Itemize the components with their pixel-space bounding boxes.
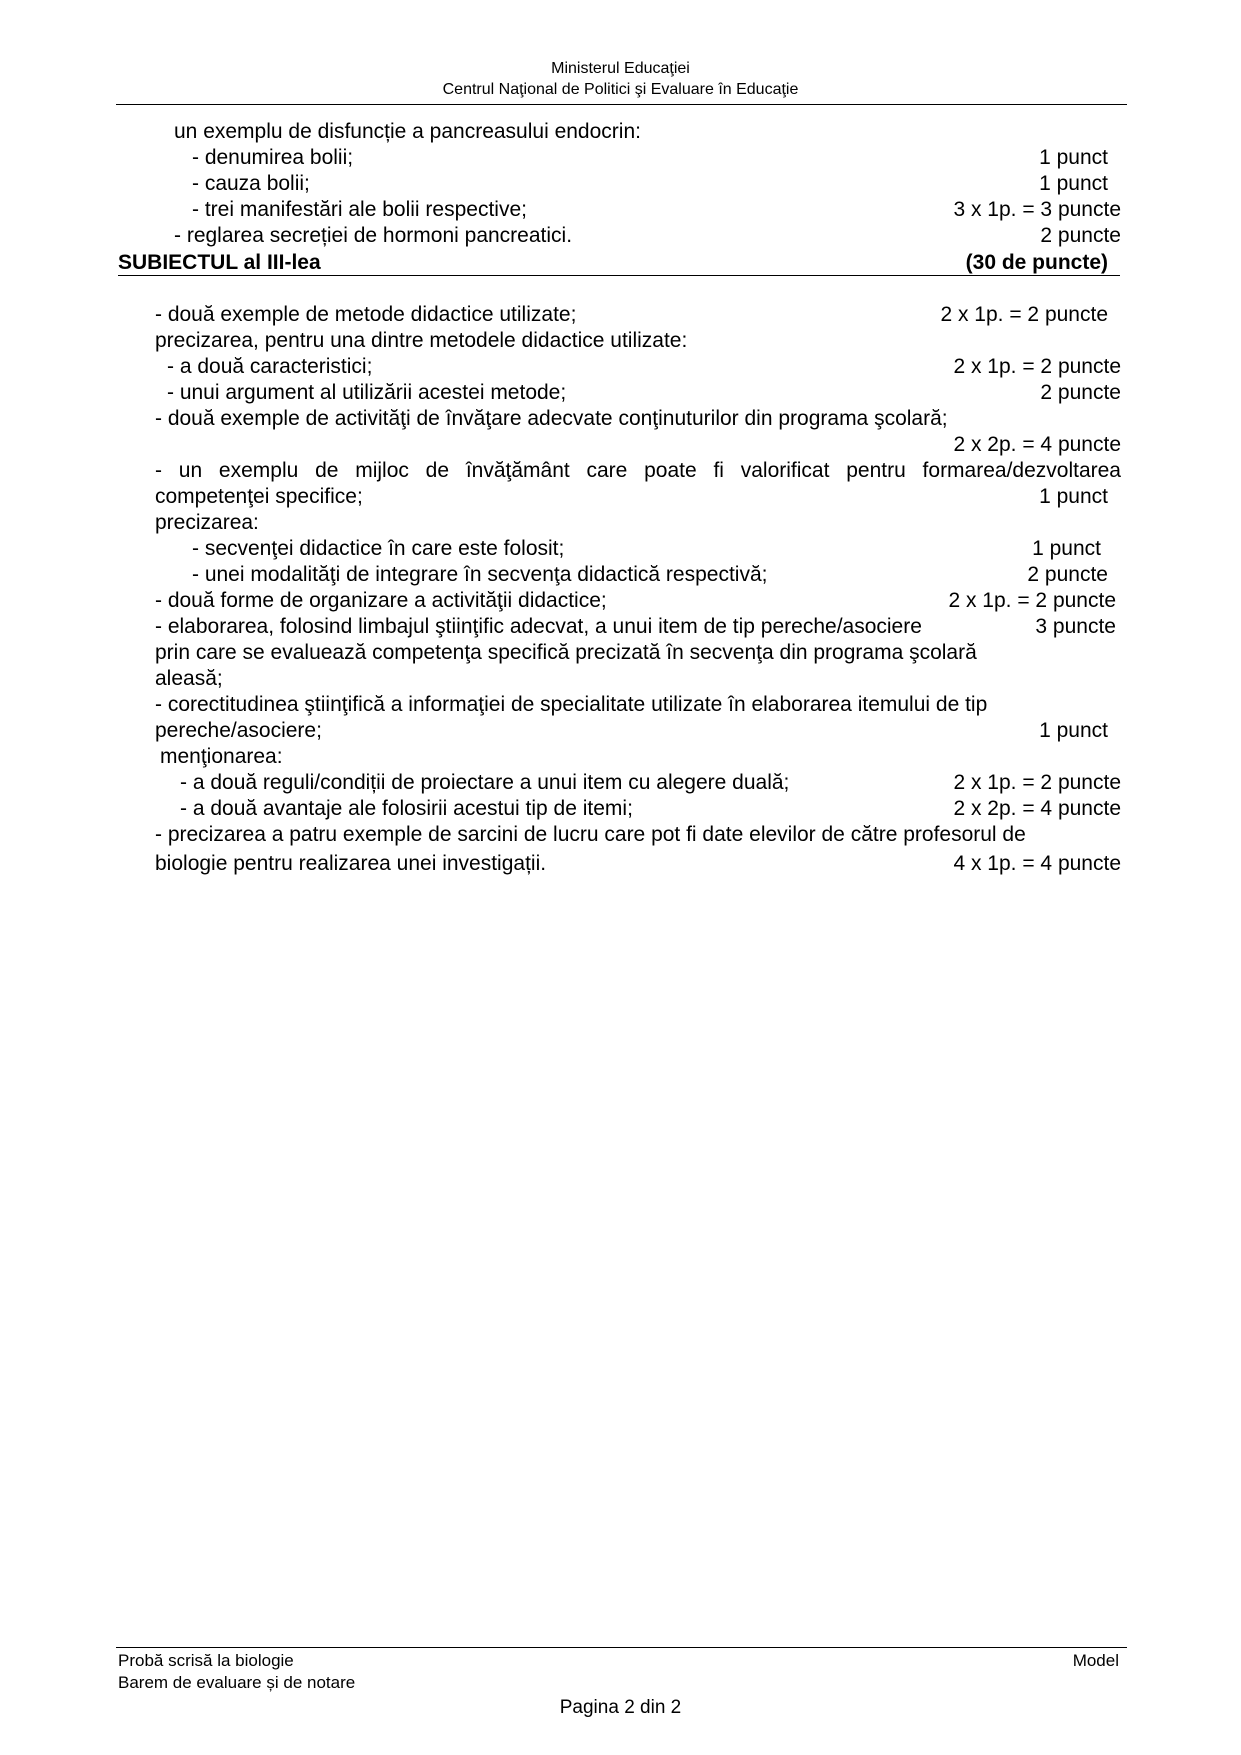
- item-corectitudinea: - corectitudinea ştiinţifică a informaţiei de specialitate utilizate în elaborarea itemului de tip: [155, 693, 988, 716]
- points-secventa: 1 punct: [1032, 537, 1101, 560]
- line-denumire: - denumirea bolii;: [192, 146, 354, 169]
- item-mijloc: - un exemplu de mijloc de învăţământ care poate fi valorificat pentru formarea/dezvoltarea: [155, 459, 1121, 482]
- subject-points: (30 de puncte): [965, 251, 1108, 274]
- item-mentionarea: menţionarea:: [160, 745, 283, 768]
- points-forme: 2 x 1p. = 2 puncte: [948, 589, 1116, 612]
- line-manifestari: - trei manifestări ale bolii respective;: [192, 198, 527, 221]
- points-caracteristici: 2 x 1p. = 2 puncte: [953, 355, 1121, 378]
- item-pereche: pereche/asociere;: [155, 719, 322, 742]
- item-sarcini: - precizarea a patru exemple de sarcini de lucru care pot fi date elevilor de către profesorul de: [155, 823, 1026, 846]
- points-elaborarea: 3 puncte: [1035, 615, 1116, 638]
- points-activitati: 2 x 2p. = 4 puncte: [953, 433, 1121, 456]
- points-competenta: 1 punct: [1039, 485, 1108, 508]
- item-activitati: - două exemple de activităţi de învăţare adecvate conţinuturilor din programa şcolară;: [155, 407, 948, 430]
- item-argument: - unui argument al utilizării acestei metode;: [167, 381, 567, 404]
- header-rule: [116, 104, 1127, 105]
- ministry-name: Ministerul Educaţiei: [551, 60, 690, 77]
- footer-rule: [116, 1647, 1127, 1648]
- points-pereche: 1 punct: [1039, 719, 1108, 742]
- points-cauza: 1 punct: [1039, 172, 1108, 195]
- item-caracteristici: - a două caracteristici;: [167, 355, 373, 378]
- points-modalitate: 2 puncte: [1027, 563, 1108, 586]
- item-aleasa: aleasă;: [155, 667, 223, 690]
- footer-barem: Barem de evaluare și de notare: [118, 1673, 356, 1692]
- footer-exam: Probă scrisă la biologie: [118, 1651, 294, 1670]
- line-reglarea: - reglarea secreției de hormoni pancreatici.: [174, 224, 573, 247]
- points-investigatii: 4 x 1p. = 4 puncte: [953, 852, 1121, 875]
- footer-model: Model: [1072, 1651, 1119, 1670]
- points-manifestari: 3 x 1p. = 3 puncte: [953, 198, 1121, 221]
- item-reguli: - a două reguli/condiții de proiectare a unui item cu alegere duală;: [180, 771, 790, 794]
- subject-underline: [118, 275, 1120, 276]
- points-argument: 2 puncte: [1040, 381, 1121, 404]
- subject-title: SUBIECTUL al III-lea: [118, 251, 321, 274]
- item-metode: - două exemple de metode didactice utilizate;: [155, 303, 577, 326]
- line-disfunctie: un exemplu de disfuncție a pancreasului endocrin:: [174, 120, 641, 143]
- item-competenta: competenţei specifice;: [155, 485, 363, 508]
- item-precizarea: precizarea:: [155, 511, 259, 534]
- item-precizarea-metoda: precizarea, pentru una dintre metodele didactice utilizate:: [155, 329, 688, 352]
- points-avantaje: 2 x 2p. = 4 puncte: [953, 797, 1121, 820]
- item-avantaje: - a două avantaje ale folosirii acestui tip de itemi;: [180, 797, 633, 820]
- item-elaborarea: - elaborarea, folosind limbajul ştiinţific adecvat, a unui item de tip pereche/asociere: [155, 615, 922, 638]
- points-reglarea: 2 puncte: [1040, 224, 1121, 247]
- page-number: Pagina 2 din 2: [559, 1697, 682, 1718]
- points-reguli: 2 x 1p. = 2 puncte: [953, 771, 1121, 794]
- center-name: Centrul Naţional de Politici şi Evaluare în Educaţie: [442, 81, 799, 98]
- item-investigatii: biologie pentru realizarea unei investigații.: [155, 852, 547, 875]
- item-forme: - două forme de organizare a activităţii didactice;: [155, 589, 607, 612]
- item-secventa: - secvenţei didactice în care este folosit;: [192, 537, 565, 560]
- item-evalueaza: prin care se evaluează competenţa specifică precizată în secvenţa din programa şcolară: [155, 641, 977, 664]
- line-cauza: - cauza bolii;: [192, 172, 310, 195]
- points-denumire: 1 punct: [1039, 146, 1108, 169]
- points-metode: 2 x 1p. = 2 puncte: [940, 303, 1108, 326]
- item-modalitate: - unei modalităţi de integrare în secvenţa didactică respectivă;: [192, 563, 768, 586]
